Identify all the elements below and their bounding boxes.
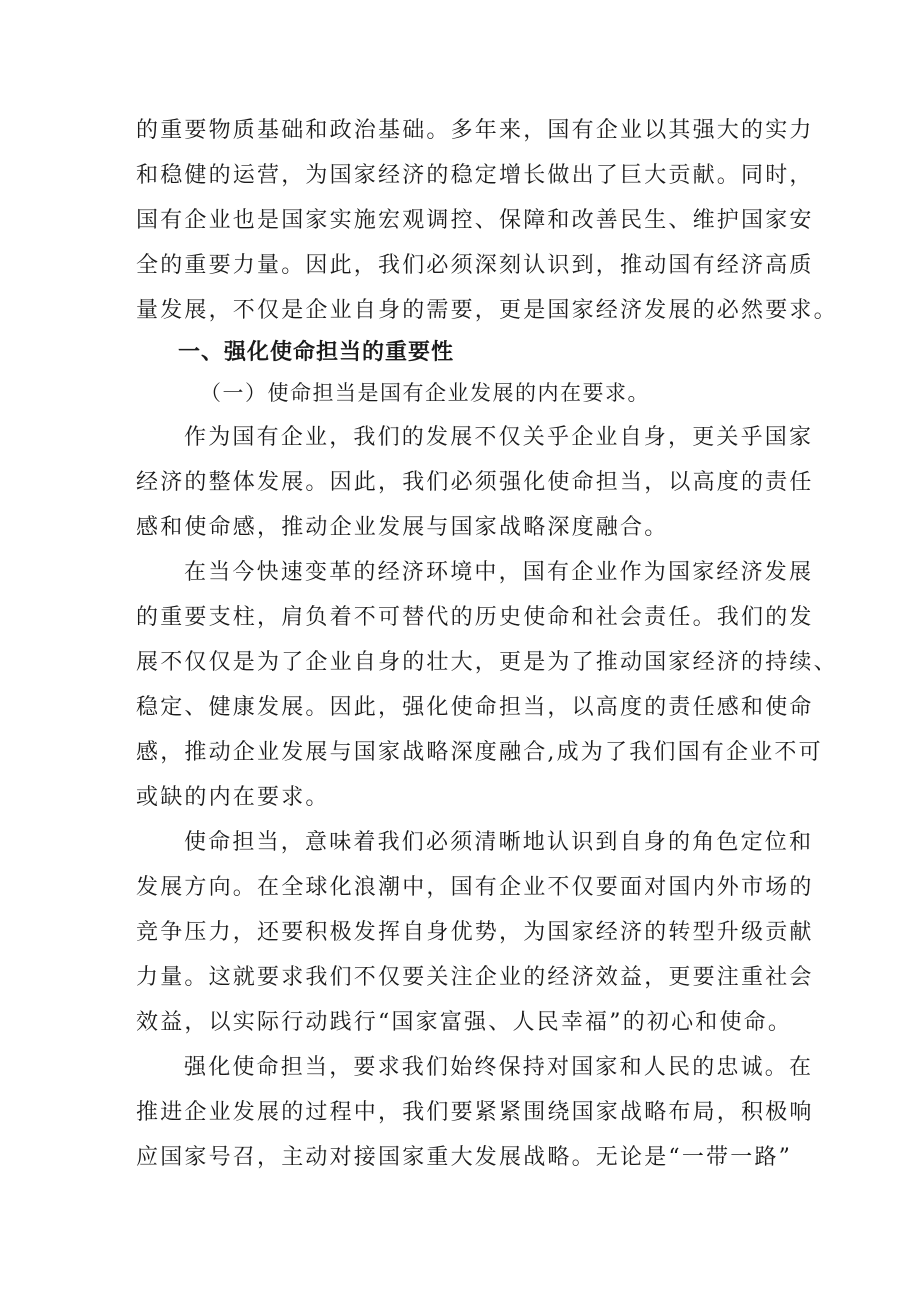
intro-line-3: 国有企业也是国家实施宏观调控、保障和改善民生、维护国家安 [136, 208, 814, 233]
para2-line-6: 或缺的内在要求。 [136, 785, 330, 810]
para1-line-3: 感和使命感，推动企业发展与国家战略深度融合。 [136, 515, 669, 540]
para2-line-4: 稳定、健康发展。因此，强化使命担当，以高度的责任感和使命 [136, 695, 814, 720]
subsection-heading: （一）使命担当是国有企业发展的内在要求。 [200, 381, 650, 405]
para2-line-2: 的重要支柱，肩负着不可替代的历史使命和社会责任。我们的发 [136, 605, 814, 630]
para3-line-1: 使命担当，意味着我们必须清晰地认识到自身的角色定位和 [184, 830, 814, 855]
intro-line-1: 的重要物质基础和政治基础。多年来，国有企业以其强大的实力 [136, 118, 814, 143]
para2-line-5: 感，推动企业发展与国家战略深度融合,成为了我们国有企业不可 [136, 740, 823, 765]
para2-line-1: 在当今快速变革的经济环境中，国有企业作为国家经济发展 [184, 560, 814, 585]
para1-line-1: 作为国有企业，我们的发展不仅关乎企业自身，更关乎国家 [184, 425, 814, 450]
para3-line-2: 发展方向。在全球化浪潮中，国有企业不仅要面对国内外市场的 [136, 875, 814, 900]
para4-line-1: 强化使命担当，要求我们始终保持对国家和人民的忠诚。在 [184, 1055, 814, 1080]
para1-line-2: 经济的整体发展。因此，我们必须强化使命担当，以高度的责任 [136, 470, 814, 495]
intro-line-4: 全的重要力量。因此，我们必须深刻认识到，推动国有经济高质 [136, 253, 814, 278]
para3-line-5: 效益，以实际行动践行“国家富强、人民幸福”的初心和使命。 [136, 1010, 793, 1035]
para4-line-2: 推进企业发展的过程中，我们要紧紧围绕国家战略布局，积极响 [136, 1100, 814, 1125]
intro-line-2: 和稳健的运营，为国家经济的稳定增长做出了巨大贡献。同时， [136, 163, 814, 188]
intro-line-5: 量发展，不仅是企业自身的需要，更是国家经济发展的必然要求。 [136, 298, 838, 323]
para2-line-3: 展不仅仅是为了企业自身的壮大，更是为了推动国家经济的持续、 [136, 650, 838, 675]
para4-line-3: 应国家号召，主动对接国家重大发展战略。无论是“一带一路” [136, 1145, 793, 1170]
para3-line-3: 竞争压力，还要积极发挥自身优势，为国家经济的转型升级贡献 [136, 920, 814, 945]
section-heading: 一、强化使命担当的重要性 [178, 340, 455, 365]
para3-line-4: 力量。这就要求我们不仅要关注企业的经济效益，更要注重社会 [136, 965, 814, 990]
